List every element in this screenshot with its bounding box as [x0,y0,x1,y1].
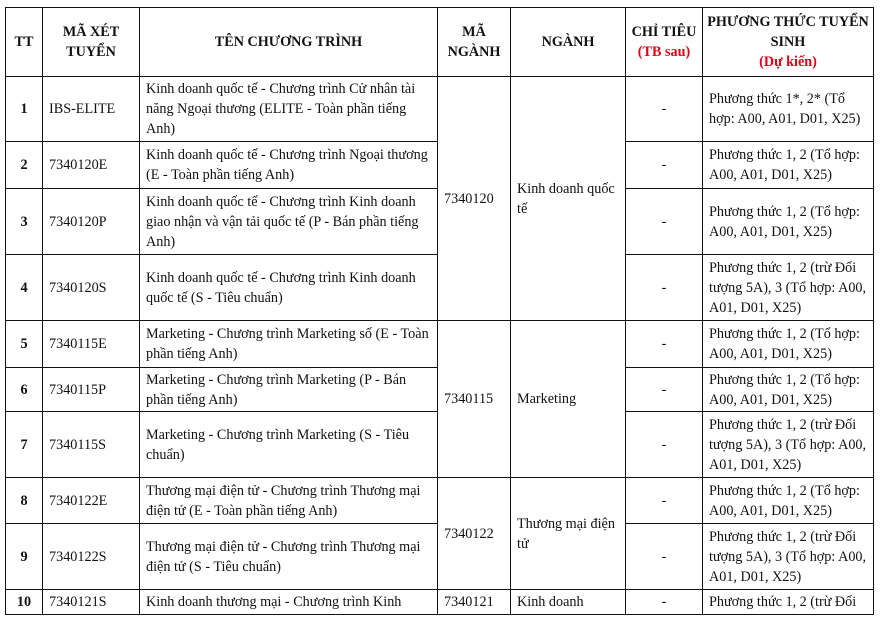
header-quota-label: CHỈ TIÊU [631,24,697,40]
row-method: Phương thức 1, 2 (Tổ hợp: A00, A01, D01, X25) [703,321,874,368]
row-admission-code: 7340120E [43,142,140,189]
table-row [6,77,874,142]
row-tt: 7 [6,412,43,478]
header-program-name: TÊN CHƯƠNG TRÌNH [140,8,438,77]
row-method: Phương thức 1, 2 (trừ Đối [703,590,874,615]
header-quota [626,8,703,77]
row-program-name: Kinh doanh quốc tế - Chương trình Kinh doanh giao nhận và vận tải quốc tế (P - Bán phần tiếng Anh) [140,189,438,255]
row-quota: - [626,590,703,615]
row-major: Kinh doanh quốc tế [511,77,626,321]
row-admission-code: 7340122E [43,478,140,524]
table-row [6,478,874,524]
row-program-name: Kinh doanh quốc tế - Chương trình Kinh doanh quốc tế (S - Tiêu chuẩn) [140,255,438,321]
header-method-label: PHƯƠNG THỨC TUYỂN SINH [707,14,869,50]
row-major-code: 7340115 [438,321,511,478]
row-major-code: 7340121 [438,590,511,615]
row-method: Phương thức 1, 2 (trừ Đối tượng 5A), 3 (Tổ hợp: A00, A01, D01, X25) [703,412,874,478]
row-method: Phương thức 1, 2 (Tổ hợp: A00, A01, D01, X25) [703,478,874,524]
row-admission-code: 7340122S [43,524,140,590]
row-method: Phương thức 1, 2 (trừ Đối tượng 5A), 3 (Tổ hợp: A00, A01, D01, X25) [703,255,874,321]
row-quota: - [626,321,703,368]
row-program-name: Kinh doanh thương mại - Chương trình Kinh [140,590,438,615]
row-quota: - [626,368,703,412]
row-quota: - [626,142,703,189]
row-program-name: Thương mại điện tử - Chương trình Thương mại điện tử (S - Tiêu chuẩn) [140,524,438,590]
row-admission-code: 7340115S [43,412,140,478]
row-program-name: Marketing - Chương trình Marketing (P - Bán phần tiếng Anh) [140,368,438,412]
row-tt: 9 [6,524,43,590]
header-tt: TT [6,8,43,77]
row-quota: - [626,478,703,524]
row-method: Phương thức 1, 2 (Tổ hợp: A00, A01, D01, X25) [703,142,874,189]
row-method: Phương thức 1, 2 (Tổ hợp: A00, A01, D01, X25) [703,189,874,255]
row-tt: 6 [6,368,43,412]
row-program-name: Thương mại điện tử - Chương trình Thương mại điện tử (E - Toàn phần tiếng Anh) [140,478,438,524]
header-quota-note: (TB sau) [637,44,691,60]
header-admission-code: MÃ XÉT TUYỂN [43,8,140,77]
row-method: Phương thức 1, 2 (trừ Đối tượng 5A), 3 (Tổ hợp: A00, A01, D01, X25) [703,524,874,590]
row-program-name: Kinh doanh quốc tế - Chương trình Ngoại thương (E - Toàn phần tiếng Anh) [140,142,438,189]
header-method [703,8,874,77]
row-program-name: Kinh doanh quốc tế - Chương trình Cử nhân tài năng Ngoại thương (ELITE - Toàn phần tiếng Anh) [140,77,438,142]
row-major: Marketing [511,321,626,478]
row-method: Phương thức 1, 2 (Tổ hợp: A00, A01, D01, X25) [703,368,874,412]
header-major: NGÀNH [511,8,626,77]
row-admission-code: IBS-ELITE [43,77,140,142]
header-row [6,8,874,77]
row-admission-code: 7340121S [43,590,140,615]
row-tt: 4 [6,255,43,321]
table-row [6,321,874,368]
row-quota: - [626,412,703,478]
row-tt: 2 [6,142,43,189]
row-tt: 5 [6,321,43,368]
admissions-table [5,7,874,615]
row-admission-code: 7340115E [43,321,140,368]
row-tt: 1 [6,77,43,142]
row-tt: 8 [6,478,43,524]
header-method-note: (Dự kiến) [759,54,817,70]
row-tt: 3 [6,189,43,255]
row-quota: - [626,189,703,255]
row-admission-code: 7340120P [43,189,140,255]
row-quota: - [626,255,703,321]
row-method: Phương thức 1*, 2* (Tổ hợp: A00, A01, D01, X25) [703,77,874,142]
row-quota: - [626,524,703,590]
row-major-code: 7340120 [438,77,511,321]
row-tt: 10 [6,590,43,615]
row-major-code: 7340122 [438,478,511,590]
row-major: Kinh doanh [511,590,626,615]
row-program-name: Marketing - Chương trình Marketing (S - Tiêu chuẩn) [140,412,438,478]
row-quota: - [626,77,703,142]
header-major-code: MÃ NGÀNH [438,8,511,77]
row-major: Thương mại điện tử [511,478,626,590]
table-row [6,590,874,615]
row-program-name: Marketing - Chương trình Marketing số (E - Toàn phần tiếng Anh) [140,321,438,368]
row-admission-code: 7340115P [43,368,140,412]
row-admission-code: 7340120S [43,255,140,321]
